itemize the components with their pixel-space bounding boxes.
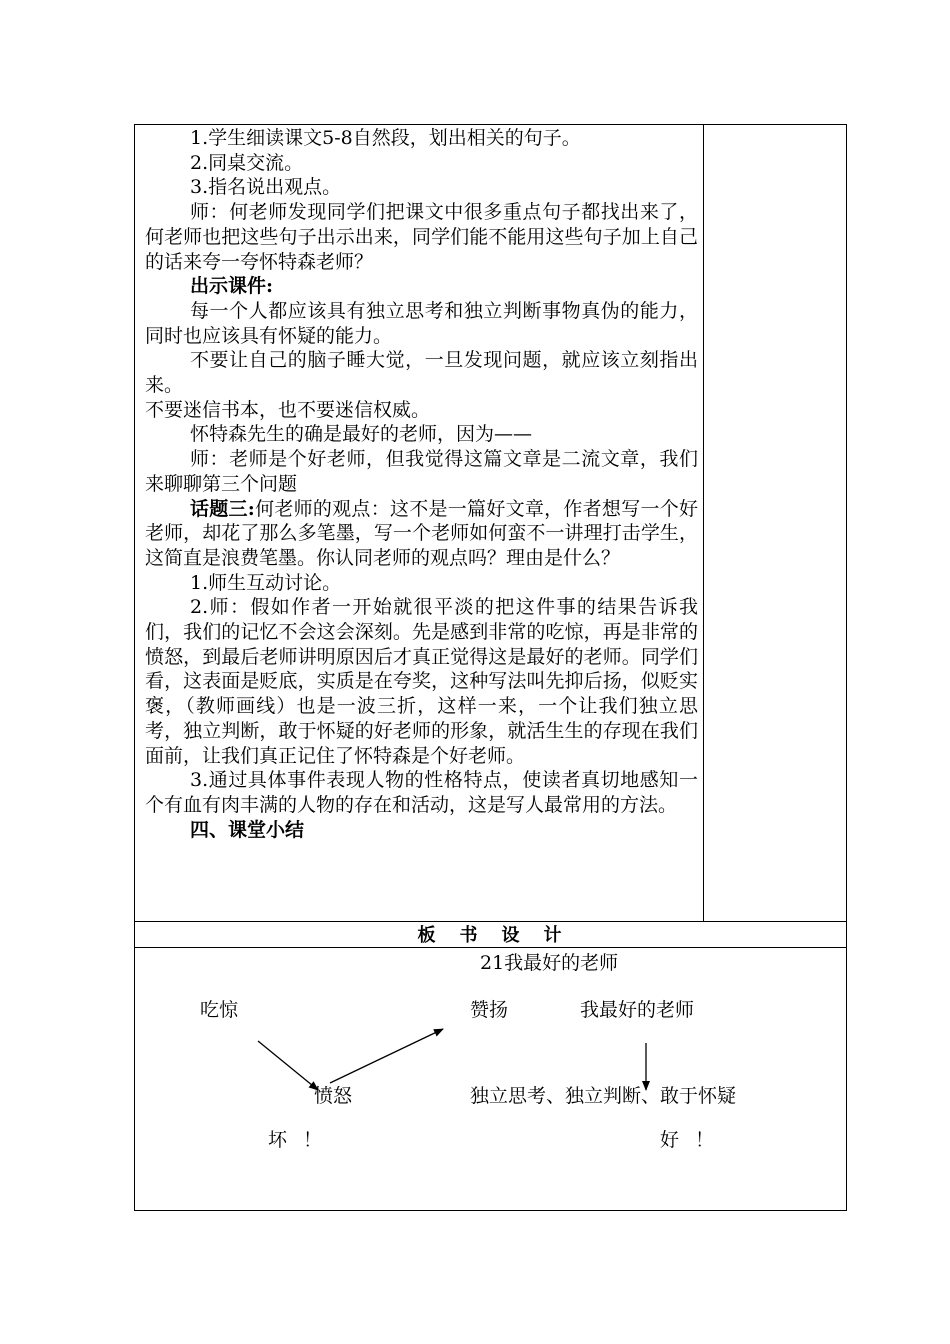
step-line-3: 3.指名说出观点。	[190, 176, 342, 199]
discussion-line-3: 3.通过具体事件表现人物的性格特点，使读者真切地感知一个有血有肉丰满的人物的存在和活动，这是写人最常用的方法。	[145, 769, 698, 816]
courseware-line-3: 不要迷信书本，也不要迷信权威。	[145, 398, 431, 421]
board-qualities: 独立思考、独立判断、敢于怀疑	[470, 1085, 737, 1107]
courseware-line-1: 每一个人都应该具有独立思考和独立判断事物真伪的能力，同时也应该具有怀疑的能力。	[145, 299, 698, 347]
step-line-1: 1.学生细读课文5-8自然段，划出相关的句子。	[190, 127, 581, 149]
board-good: 好 ！	[660, 1129, 715, 1151]
summary-heading: 四、课堂小结	[190, 818, 305, 841]
board-title-char: 计	[543, 925, 564, 946]
board-praise: 赞扬	[470, 999, 509, 1021]
board-bad: 坏 ！	[268, 1129, 323, 1151]
courseware-heading: 出示课件:	[190, 275, 274, 298]
board-lesson-title: 21我最好的老师	[480, 952, 619, 974]
courseware-line-2: 不要让自己的脑子睡大觉，一旦发现问题，就应该立刻指出来。	[145, 349, 698, 397]
arrow-anger-to-praise	[330, 1029, 443, 1083]
topic-three-text: 何老师的观点：这不是一篇好文章，作者想写一个好老师，却花了那么多笔墨，写一个老师如何蛮不一讲理打击学生，这简直是浪费笔墨。你认同老师的观点吗？理由是什么？	[145, 497, 698, 569]
board-title-char: 板	[417, 925, 438, 946]
board-title-char: 设	[501, 925, 522, 946]
arrow-surprise-to-anger	[258, 1041, 318, 1090]
step-line-2: 2.同桌交流。	[190, 151, 304, 174]
board-best-teacher: 我最好的老师	[580, 999, 695, 1021]
courseware-line-5: 师：老师是个好老师，但我觉得这篇文章是二流文章，我们来聊聊第三个问题	[145, 448, 698, 495]
topic-three-label: 话题三:	[190, 497, 255, 520]
discussion-line-1: 1.师生互动讨论。	[190, 571, 342, 594]
board-surprise: 吃惊	[200, 999, 239, 1021]
board-anger: 愤怒	[314, 1085, 353, 1107]
teacher-remark: 师：何老师发现同学们把课文中很多重点句子都找出来了，何老师也把这些句子出示出来，同学们能不能用这些句子加上自己的话来夸一夸怀特森老师？	[145, 201, 698, 273]
discussion-line-2: 2.师：假如作者一开始就很平淡的把这件事的结果告诉我们，我们的记忆不会这会深刻。先是感到非常的吃惊，再是非常的愤怒，到最后老师讲明原因后才真正觉得这是最好的老师。同学们看，这表面是贬底，实质是在夸奖，这种写法叫先抑后扬，似贬实褒，（教师画线）也是一波三折，这样一来，一个让我们独立思考，独立判断，敢于怀疑的好老师的形象，就活生生的存现在我们面前，让我们真正记住了怀特森是个好老师。	[145, 596, 698, 767]
board-title-char: 书	[459, 925, 480, 946]
courseware-line-4: 怀特森先生的确是最好的老师，因为——	[190, 423, 533, 446]
